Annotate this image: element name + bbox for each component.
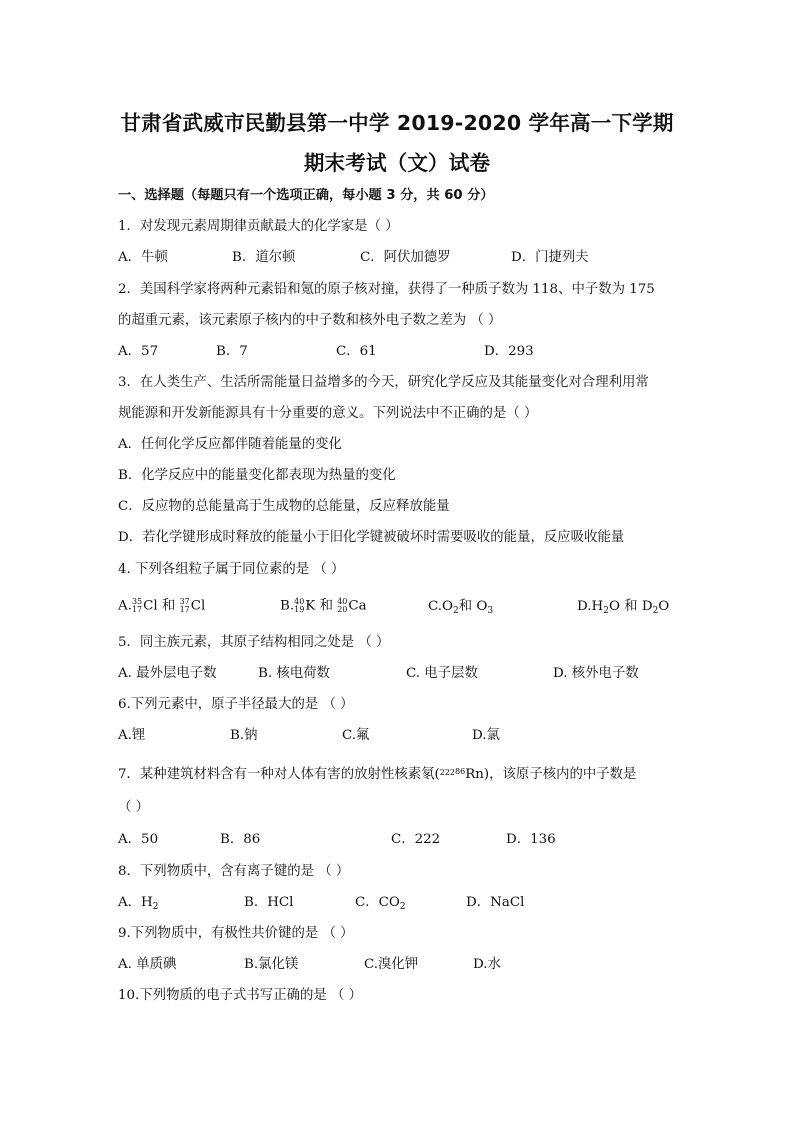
radon-nuclide (439, 768, 456, 783)
question-6-stem: 6.下列元素中，原子半径最大的是 （ ） (118, 697, 354, 712)
question-2-option-d: D．293 (484, 344, 534, 359)
element-symbol: Cl (190, 598, 206, 614)
subscript: 2 (399, 902, 406, 912)
question-7-option-c: C．222 (391, 832, 441, 847)
question-9-option-b: B.氯化镁 (244, 957, 299, 972)
exam-title-line2: 期末考试（文）试卷 (303, 151, 491, 175)
question-1-option-b: B．道尔顿 (232, 250, 296, 265)
subscript: 2 (603, 606, 609, 616)
question-7-stem-line1 (118, 764, 636, 783)
question-5-option-d: D. 核外电子数 (553, 666, 639, 681)
conjunction: 和 (315, 598, 338, 614)
formula-part: 和 O (458, 599, 488, 614)
question-4-option-d (577, 599, 669, 619)
subscript: 2 (453, 606, 459, 616)
question-3-option-a: A．任何化学反应都伴随着能量的变化 (118, 437, 342, 452)
question-8-option-b: B．HCl (244, 895, 294, 910)
atomic-number: 17 (179, 605, 190, 614)
exam-title-line1: 甘肃省武威市民勤县第一中学 2019-2020 学年高一下学期 (120, 111, 674, 135)
mass-number: 40 (337, 597, 348, 606)
question-2-option-c: C．61 (336, 344, 377, 359)
question-2-option-b: B．7 (216, 344, 248, 359)
formula-part: D.H (577, 599, 604, 614)
atomic-number: 86 (455, 767, 466, 776)
formula-part: O 和 D (608, 599, 653, 614)
question-4-stem: 4. 下列各组粒子属于同位素的是 （ ） (118, 562, 345, 577)
section-heading: 一、选择题（每题只有一个选项正确，每小题 3 分，共 60 分） (118, 188, 494, 203)
subscript: 3 (487, 606, 494, 616)
subscript: 2 (652, 606, 659, 616)
element-symbol: Cl (143, 598, 158, 614)
formula-part: C.O (428, 599, 454, 614)
option-label: B. (280, 598, 295, 614)
question-7-stem-line2: （ ） (118, 800, 150, 815)
question-9-stem: 9.下列物质中，有极性共价键的是 （ ） (118, 926, 354, 941)
formula-part: O (658, 599, 670, 614)
question-1-option-d: D．门捷列夫 (511, 250, 589, 265)
question-3-option-b: B．化学反应中的能量变化都表现为热量的变化 (118, 468, 396, 483)
question-8-option-a (118, 895, 158, 915)
isotope-numbers (180, 598, 190, 614)
question-3-stem-line2: 规能源和开发新能源具有十分重要的意义。下列说法中不正确的是（ ） (118, 406, 538, 421)
atomic-number: 20 (337, 605, 348, 614)
question-9-option-a: A. 单质碘 (118, 957, 177, 972)
isotope-numbers (337, 598, 347, 614)
question-7-option-b: B．86 (220, 832, 261, 847)
element-symbol: Rn (465, 767, 484, 782)
question-10-stem: 10.下列物质的电子式书写正确的是 （ ） (118, 988, 363, 1003)
question-4-option-a (118, 598, 205, 615)
isotope-numbers (132, 598, 142, 614)
mass-number: 222 (439, 768, 456, 777)
question-6-option-a: A.锂 (118, 728, 146, 743)
formula-part: C．CO (355, 895, 400, 910)
question-5-option-c: C. 电子层数 (406, 666, 478, 681)
question-2-stem-line1: 2．美国科学家将两种元素铅和氪的原子核对撞，获得了一种质子数为 118、中子数为 175 (118, 282, 655, 297)
question-1-option-c: C．阿伏加德罗 (360, 250, 451, 265)
element-symbol: K (305, 598, 316, 614)
question-6-option-d: D.氯 (472, 728, 500, 743)
mass-number: 37 (179, 597, 190, 606)
subscript: 2 (152, 902, 159, 912)
question-6-option-c: C.氟 (342, 728, 370, 743)
question-9-option-c: C.溴化钾 (364, 957, 419, 972)
mass-number: 35 (131, 597, 143, 606)
isotope-numbers (294, 598, 304, 614)
question-2-option-a: A．57 (118, 344, 159, 359)
question-3-stem-line1: 3．在人类生产、生活所需能量日益增多的今天，研究化学反应及其能量变化对合理利用常 (118, 375, 649, 390)
question-7-option-d: D．136 (506, 832, 556, 847)
stem-text: )，该原子核内的中子数是 (483, 767, 637, 782)
atomic-number: 19 (294, 605, 305, 614)
question-5-option-b: B. 核电荷数 (258, 666, 330, 681)
mass-number: 40 (294, 597, 305, 606)
stem-text: 7．某种建筑材料含有一种对人体有害的放射性核素氡( (118, 767, 440, 782)
question-1-option-a: A．牛顿 (118, 250, 168, 265)
question-3-option-d: D．若化学键形成时释放的能量小于旧化学键被破坏时需要吸收的能量，反应吸收能量 (118, 530, 625, 545)
formula-part: A．H (118, 895, 153, 910)
conjunction: 和 (157, 598, 180, 614)
question-6-option-b: B.钠 (230, 728, 258, 743)
option-label: A. (118, 598, 132, 614)
question-8-stem: 8．下列物质中，含有离子键的是 （ ） (118, 864, 350, 879)
question-9-option-d: D.水 (473, 957, 501, 972)
question-1-stem: 1．对发现元素周期律贡献最大的化学家是（ ） (118, 219, 399, 234)
atomic-number: 17 (131, 605, 143, 614)
question-5-option-a: A. 最外层电子数 (118, 666, 217, 681)
question-8-option-d: D．NaCl (466, 895, 525, 910)
question-5-stem: 5．同主族元素，其原子结构相同之处是 （ ） (118, 635, 390, 650)
question-3-option-c: C．反应物的总能量高于生成物的总能量，反应释放能量 (118, 499, 450, 514)
question-8-option-c (355, 895, 406, 915)
question-7-option-a: A．50 (118, 832, 159, 847)
question-2-stem-line2: 的超重元素，该元素原子核内的中子数和核外电子数之差为 （ ） (118, 313, 502, 328)
element-symbol: Ca (348, 598, 367, 614)
question-4-option-b (280, 598, 367, 615)
question-4-option-c (428, 599, 493, 619)
